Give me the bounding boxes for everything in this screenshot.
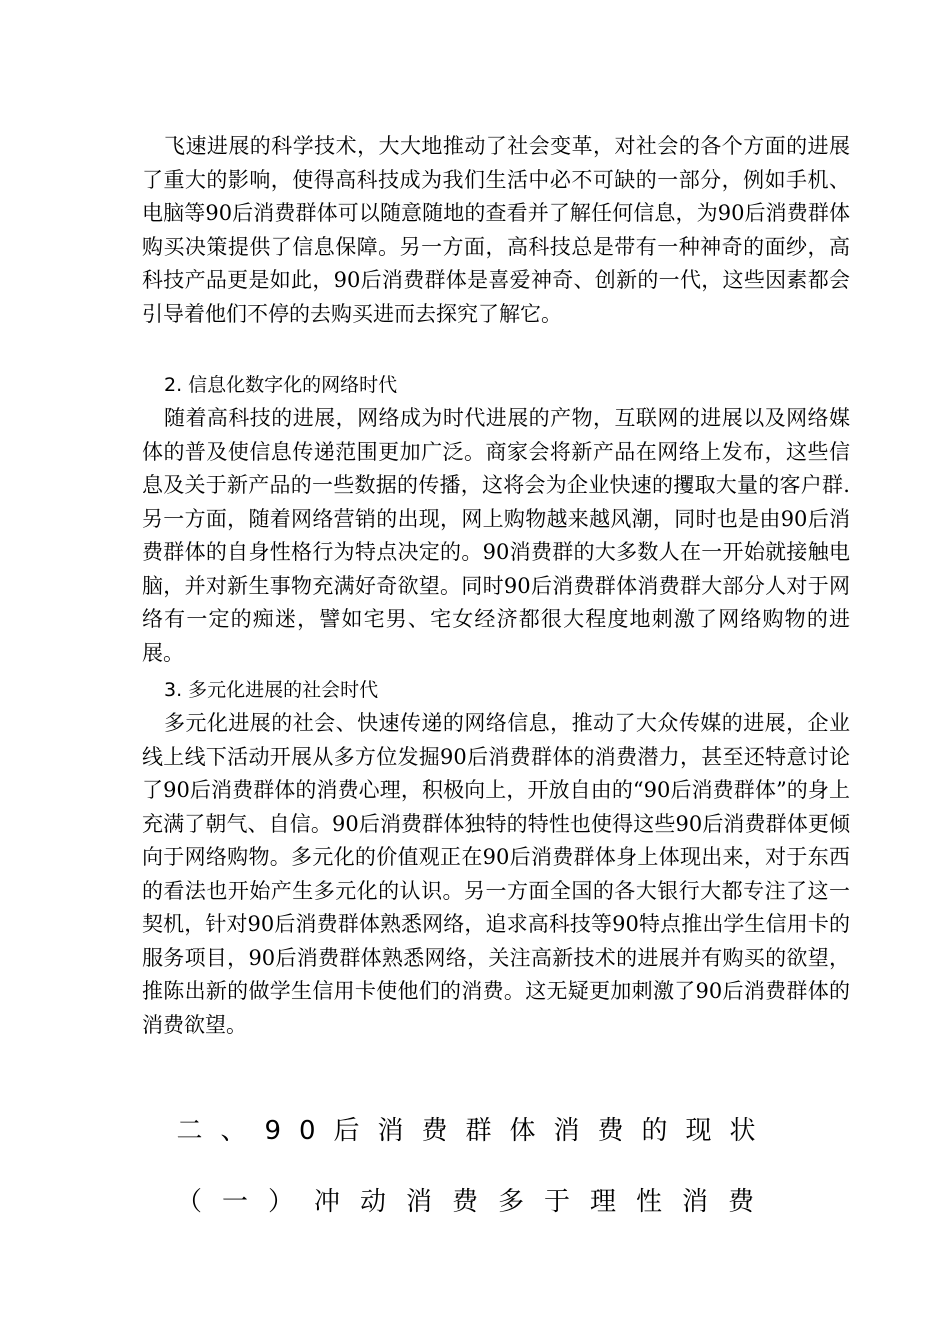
subheading-network-era: 2. 信息化数字化的网络时代 [164, 374, 398, 396]
section-heading: 二、90后消费群体消费的现状 [176, 1116, 774, 1146]
paragraph-network-era: 随着高科技的进展，网络成为时代进展的产物，互联网的进展以及网络媒体的普及使信息传递范围更加广泛。商家会将新产品在网络上发布，这些信息及关于新产品的一些数据的传播，这将会为企业快速的攫取大量的客户群. 另一方面，随着网络营销的出现，网上购物越来越风潮，同时也是由90后消费群体的自身性格行为特点决定的。90消费群的大多数人在一开始就接触电脑，并对新生事物充满好奇欲望。同时90后消费群体消费群大部分人对于网络有一定的痴迷，譬如宅男、宅女经济都很大程度地刺激了网络购物的进展。 [142, 406, 850, 665]
subheading-diversified-era: 3. 多元化进展的社会时代 [164, 679, 379, 701]
subsection-heading: （一）冲动消费多于理性消费 [175, 1187, 774, 1217]
paragraph-tech-progress: 飞速进展的科学技术，大大地推动了社会变革，对社会的各个方面的进展了重大的影响，使得高科技成为我们生活中必不可缺的一部分，例如手机、电脑等90后消费群体可以随意随地的查看并了解任何信息，为90后消费群体购买决策提供了信息保障。另一方面，高科技总是带有一种神奇的面纱，高科技产品更是如此，90后消费群体是喜爱神奇、创新的一代，这些因素都会引导着他们不停的去购买进而去探究了解它。 [142, 134, 850, 326]
paragraph-diversified-era: 多元化进展的社会、快速传递的网络信息，推动了大众传媒的进展，企业线上线下活动开展从多方位发掘90后消费群体的消费潜力，甚至还特意讨论了90后消费群体的消费心理，积极向上，开放自由的“90后消费群体”的身上充满了朝气、自信。90后消费群体独特的特性也使得这些90后消费群体更倾向于网络购物。多元化的价值观正在90后消费群体身上体现出来，对于东西的看法也开始产生多元化的认识。另一方面全国的各大银行大都专注了这一契机，针对90后消费群体熟悉网络，追求高科技等90特点推出学生信用卡的服务项目，90后消费群体熟悉网络，关注高新技术的进展并有购买的欲望，推陈出新的做学生信用卡使他们的消费。这无疑更加刺激了90后消费群体的消费欲望。 [142, 711, 850, 1037]
